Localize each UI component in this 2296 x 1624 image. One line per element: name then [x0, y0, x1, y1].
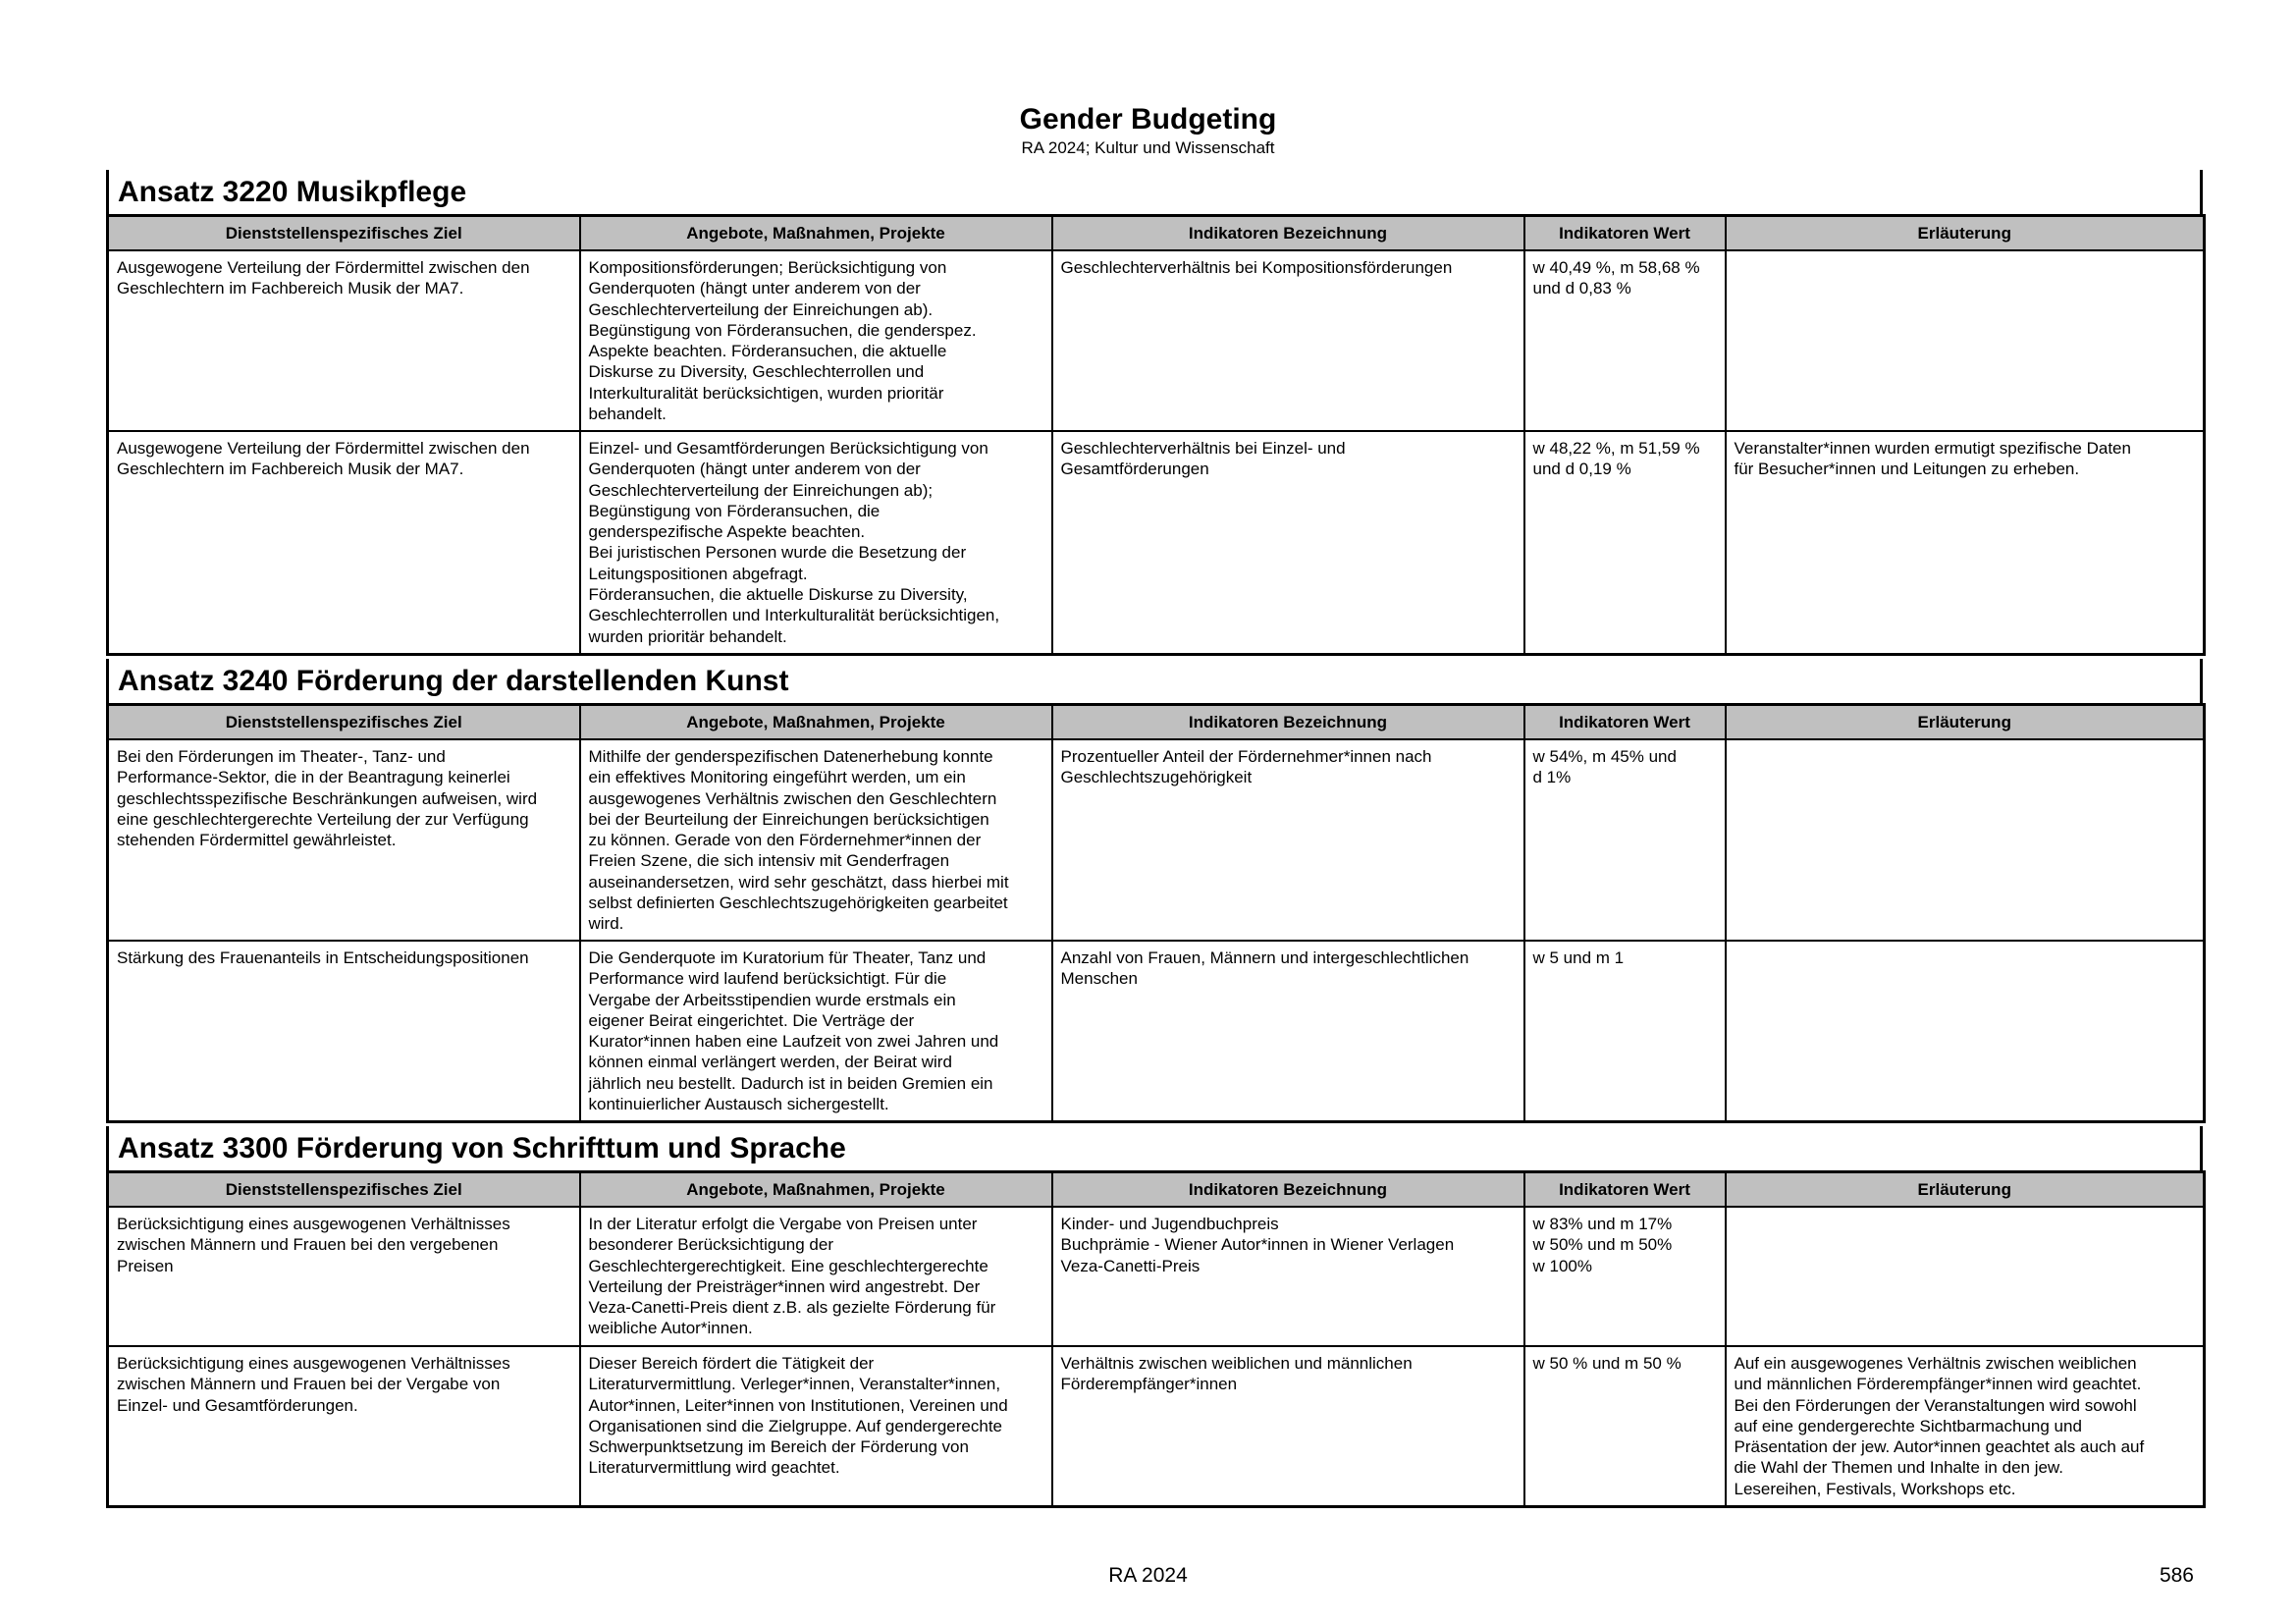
cell-angebote: Kompositionsförderungen; Berücksichtigung von Genderquoten (hängt unter anderem von der Geschlechterverteilung der Einreichungen ab). Begünstigung von Förderansuchen, die genderspez. Aspekte beachten. Förderansuchen, die aktuelle Diskurse zu Diversity, Geschlechterrollen und Interkulturalität berücksichtigen, wurden prioritär behandelt.	[580, 250, 1052, 431]
column-header-indikator-wert: Indikatoren Wert	[1524, 1172, 1726, 1208]
cell-indikator-wert: w 83% und m 17% w 50% und m 50% w 100%	[1524, 1207, 1726, 1346]
column-header-angebote: Angebote, Maßnahmen, Projekte	[580, 705, 1052, 740]
section-title: Ansatz 3300 Förderung von Schrifttum und Sprache	[106, 1126, 2203, 1170]
section-3240	[106, 659, 2203, 1123]
cell-angebote: Dieser Bereich fördert die Tätigkeit der Literaturvermittlung. Verleger*innen, Veranstalter*innen, Autor*innen, Leiter*innen von Institutionen, Vereinen und Organisationen sind die Zielgruppe. Auf gendergerechte Schwerpunktsetzung im Bereich der Förderung von Literaturvermittlung wird geachtet.	[580, 1346, 1052, 1506]
table-row	[108, 1207, 2205, 1346]
cell-ziel: Berücksichtigung eines ausgewogenen Verhältnisses zwischen Männern und Frauen bei der Vergabe von Einzel- und Gesamtförderungen.	[108, 1346, 580, 1506]
column-header-ziel: Dienststellenspezifisches Ziel	[108, 216, 580, 251]
page-number: 586	[2159, 1564, 2194, 1587]
column-header-erlaeuterung: Erläuterung	[1726, 216, 2205, 251]
section-title: Ansatz 3220 Musikpflege	[106, 170, 2203, 214]
cell-indikator-wert: w 54%, m 45% und d 1%	[1524, 739, 1726, 941]
table-row	[108, 739, 2205, 941]
table-row	[108, 1346, 2205, 1506]
column-header-indikator-wert: Indikatoren Wert	[1524, 216, 1726, 251]
column-header-ziel: Dienststellenspezifisches Ziel	[108, 1172, 580, 1208]
cell-angebote: Die Genderquote im Kuratorium für Theater, Tanz und Performance wird laufend berücksichtigt. Für die Vergabe der Arbeitsstipendien wurde erstmals ein eigener Beirat eingerichtet. Die Verträge der Kurator*innen haben eine Laufzeit von zwei Jahren und können einmal verlängert werden, der Beirat wird jährlich neu bestellt. Dadurch ist in beiden Gremien ein kontinuierlicher Austausch sichergestellt.	[580, 941, 1052, 1121]
column-header-ziel: Dienststellenspezifisches Ziel	[108, 705, 580, 740]
column-header-erlaeuterung: Erläuterung	[1726, 1172, 2205, 1208]
cell-erlaeuterung	[1726, 739, 2205, 941]
section-3220	[106, 170, 2203, 656]
section-table	[106, 703, 2206, 1123]
cell-indikator-bezeichnung: Prozentueller Anteil der Fördernehmer*innen nach Geschlechtszugehörigkeit	[1052, 739, 1524, 941]
cell-ziel: Stärkung des Frauenanteils in Entscheidungspositionen	[108, 941, 580, 1121]
section-table	[106, 1170, 2206, 1508]
cell-ziel: Ausgewogene Verteilung der Fördermittel zwischen den Geschlechtern im Fachbereich Musik der MA7.	[108, 431, 580, 654]
cell-ziel: Ausgewogene Verteilung der Fördermittel zwischen den Geschlechtern im Fachbereich Musik der MA7.	[108, 250, 580, 431]
cell-indikator-bezeichnung: Geschlechterverhältnis bei Kompositionsförderungen	[1052, 250, 1524, 431]
cell-indikator-bezeichnung: Anzahl von Frauen, Männern und intergeschlechtlichen Menschen	[1052, 941, 1524, 1121]
column-header-indikator-wert: Indikatoren Wert	[1524, 705, 1726, 740]
document-header	[0, 102, 2296, 158]
cell-erlaeuterung: Auf ein ausgewogenes Verhältnis zwischen weiblichen und männlichen Förderempfänger*innen wird geachtet. Bei den Förderungen der Veranstaltungen wird sowohl auf eine gendergerechte Sichtbarmachung und Präsentation der jew. Autor*innen geachtet als auch auf die Wahl der Themen und Inhalte in den jew. Lesereihen, Festivals, Workshops etc.	[1726, 1346, 2205, 1506]
cell-ziel: Berücksichtigung eines ausgewogenen Verhältnisses zwischen Männern und Frauen bei den vergebenen Preisen	[108, 1207, 580, 1346]
table-header-row	[108, 1172, 2205, 1208]
cell-indikator-bezeichnung: Verhältnis zwischen weiblichen und männlichen Förderempfänger*innen	[1052, 1346, 1524, 1506]
table-header-row	[108, 216, 2205, 251]
cell-indikator-wert: w 50 % und m 50 %	[1524, 1346, 1726, 1506]
column-header-indikator-bezeichnung: Indikatoren Bezeichnung	[1052, 1172, 1524, 1208]
cell-ziel: Bei den Förderungen im Theater-, Tanz- und Performance-Sektor, die in der Beantragung keinerlei geschlechtsspezifische Beschränkungen aufweisen, wird eine geschlechtergerechte Verteilung der zur Verfügung stehenden Fördermittel gewährleistet.	[108, 739, 580, 941]
column-header-angebote: Angebote, Maßnahmen, Projekte	[580, 1172, 1052, 1208]
column-header-indikator-bezeichnung: Indikatoren Bezeichnung	[1052, 705, 1524, 740]
cell-erlaeuterung	[1726, 250, 2205, 431]
cell-angebote: In der Literatur erfolgt die Vergabe von Preisen unter besonderer Berücksichtigung der Geschlechtergerechtigkeit. Eine geschlechtergerechte Verteilung der Preisträger*innen wird angestrebt. Der Veza-Canetti-Preis dient z.B. als gezielte Förderung für weibliche Autor*innen.	[580, 1207, 1052, 1346]
document-subtitle: RA 2024; Kultur und Wissenschaft	[1021, 138, 1275, 157]
section-3300	[106, 1126, 2203, 1508]
cell-indikator-wert: w 48,22 %, m 51,59 % und d 0,19 %	[1524, 431, 1726, 654]
table-header-row	[108, 705, 2205, 740]
cell-erlaeuterung	[1726, 1207, 2205, 1346]
section-table	[106, 214, 2206, 656]
cell-indikator-bezeichnung: Kinder- und Jugendbuchpreis Buchprämie - Wiener Autor*innen in Wiener Verlagen Veza-Canetti-Preis	[1052, 1207, 1524, 1346]
column-header-erlaeuterung: Erläuterung	[1726, 705, 2205, 740]
section-title: Ansatz 3240 Förderung der darstellenden Kunst	[106, 659, 2203, 703]
cell-angebote: Einzel- und Gesamtförderungen Berücksichtigung von Genderquoten (hängt unter anderem von der Geschlechterverteilung der Einreichungen ab); Begünstigung von Förderansuchen, die genderspezifische Aspekte beachten. Bei juristischen Personen wurde die Besetzung der Leitungspositionen abgefragt. Förderansuchen, die aktuelle Diskurse zu Diversity, Geschlechterrollen und Interkulturalität berücksichtigen, wurden prioritär behandelt.	[580, 431, 1052, 654]
cell-erlaeuterung	[1726, 941, 2205, 1121]
footer-label: RA 2024	[1108, 1564, 1188, 1587]
table-row	[108, 431, 2205, 654]
cell-angebote: Mithilfe der genderspezifischen Datenerhebung konnte ein effektives Monitoring eingeführt werden, um ein ausgewogenes Verhältnis zwischen den Geschlechtern bei der Beurteilung der Einreichungen berücksichtigen zu können. Gerade von den Fördernehmer*innen der Freien Szene, die sich intensiv mit Genderfragen auseinandersetzen, wird sehr geschätzt, dass hierbei mit selbst definierten Geschlechtszugehörigkeiten gearbeitet wird.	[580, 739, 1052, 941]
document-title: Gender Budgeting	[1019, 103, 1277, 135]
cell-erlaeuterung: Veranstalter*innen wurden ermutigt spezifische Daten für Besucher*innen und Leitungen zu erheben.	[1726, 431, 2205, 654]
cell-indikator-wert: w 40,49 %, m 58,68 % und d 0,83 %	[1524, 250, 1726, 431]
table-row	[108, 941, 2205, 1121]
cell-indikator-wert: w 5 und m 1	[1524, 941, 1726, 1121]
cell-indikator-bezeichnung: Geschlechterverhältnis bei Einzel- und Gesamtförderungen	[1052, 431, 1524, 654]
table-row	[108, 250, 2205, 431]
column-header-angebote: Angebote, Maßnahmen, Projekte	[580, 216, 1052, 251]
column-header-indikator-bezeichnung: Indikatoren Bezeichnung	[1052, 216, 1524, 251]
